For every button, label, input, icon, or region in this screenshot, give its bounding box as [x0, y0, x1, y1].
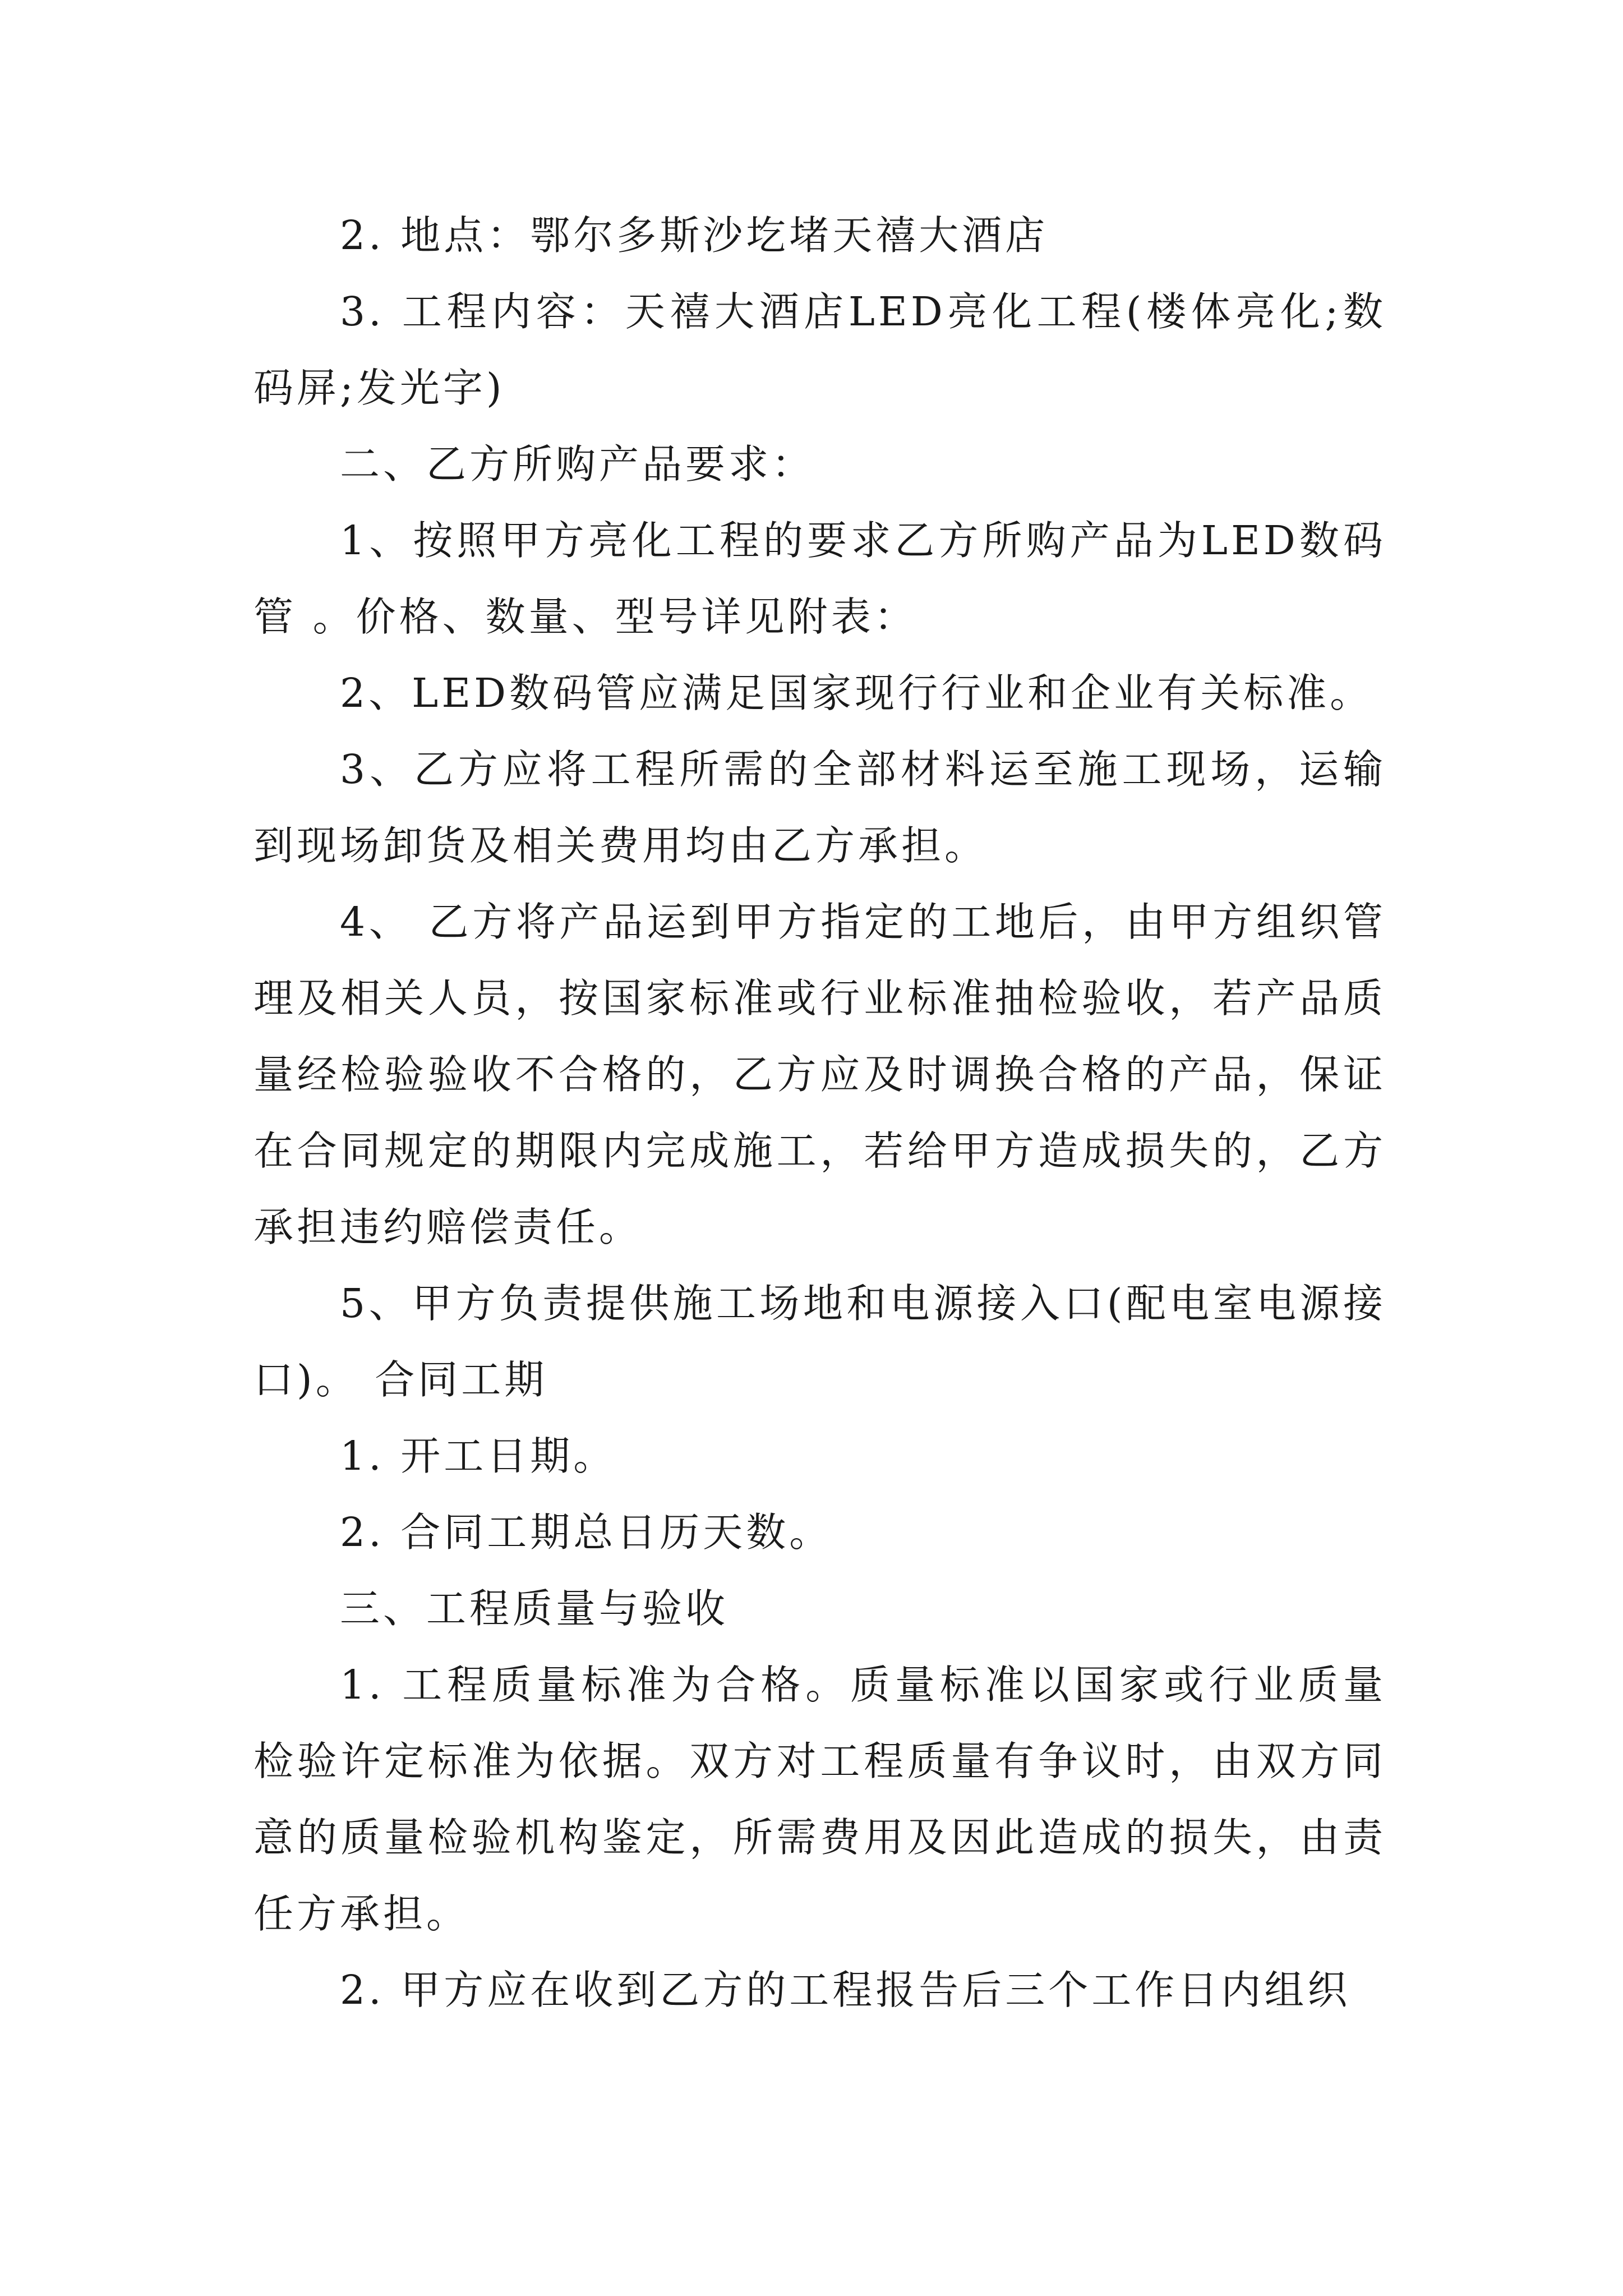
paragraph-requirement-2: 2、LED数码管应满足国家现行行业和企业有关标准。	[340, 670, 1373, 716]
heading-quality-acceptance: 三、工程质量与验收	[340, 1585, 729, 1632]
paragraph-requirement-4: 4、 乙方将产品运到甲方指定的工地后，由甲方组织管理及相关人员，按国家标准或行业标准抽检验收，若产品质量经检验验收不合格的，乙方应及时调换合格的产品，保证在合同规定的期限内完成施工，若给甲方造成损失的，乙方承担违约赔偿责任。	[253, 899, 1386, 1250]
heading-product-requirements: 二、乙方所购产品要求：	[340, 441, 815, 487]
paragraph-quality-2: 2. 甲方应在收到乙方的工程报告后三个工作日内组织	[340, 1967, 1351, 2013]
paragraph-requirement-3: 3、乙方应将工程所需的全部材料运至施工现场，运输到现场卸货及相关费用均由乙方承担。	[253, 746, 1386, 869]
paragraph-quality-1: 1. 工程质量标准为合格。质量标准以国家或行业质量检验许定标准为依据。双方对工程质量有争议时，由双方同意的质量检验机构鉴定，所需费用及因此造成的损失，由责任方承担。	[253, 1662, 1386, 1937]
paragraph-requirement-1: 1、按照甲方亮化工程的要求乙方所购产品为LED数码管 。价格、数量、型号详见附表：	[253, 517, 1386, 640]
paragraph-project-content: 3. 工程内容：天禧大酒店LED亮化工程(楼体亮化;数码屏;发光字)	[253, 288, 1386, 411]
document-body	[253, 197, 1386, 2028]
paragraph-total-days: 2. 合同工期总日历天数。	[340, 1509, 833, 1556]
paragraph-requirement-5: 5、甲方负责提供施工场地和电源接入口(配电室电源接口)。 合同工期	[253, 1280, 1386, 1403]
paragraph-location: 2. 地点：鄂尔多斯沙圪堵天禧大酒店	[340, 212, 1049, 259]
paragraph-start-date: 1. 开工日期。	[340, 1433, 617, 1479]
